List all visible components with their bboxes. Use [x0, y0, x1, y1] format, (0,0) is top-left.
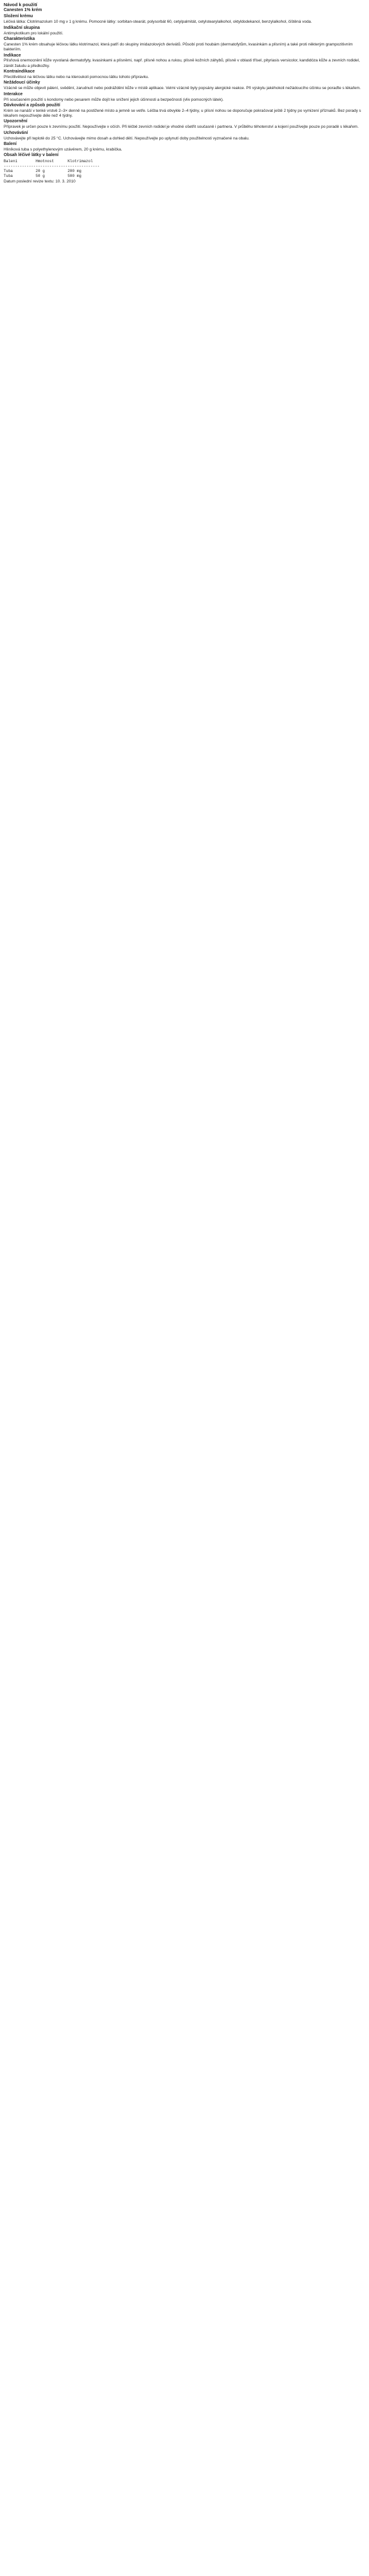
- drug-name: Canesten 1% krém: [4, 8, 42, 13]
- section-text: Hliníková tuba s polyethylenovým uzávěrem, 20 g krému, krabička.: [4, 147, 122, 152]
- section-text: Antimykotikum pro lokální použití.: [4, 31, 63, 36]
- section-heading: Uchovávání: [4, 130, 28, 135]
- section-heading: Upozornění: [4, 119, 28, 124]
- document-page: [0, 0, 369, 186]
- section-text: Léčivá látka: Clotrimazolum 10 mg v 1 g krému. Pomocné látky: sorbitan-stearát, polysorbát 60, cetylpalmitát, cetylstearylalkohol, oktyldodekanol, benzylalkohol, čištěná voda.: [4, 20, 312, 25]
- section-heading: Indikační skupina: [4, 25, 40, 30]
- section-text: Vzácně se může objevit pálení, svědění, zarudnutí nebo podráždění kůže v místě aplikace. Velmi vzácně byly popsány alergické reakce. Při výskytu jakéhokoli nežádoucího účinku se poraďte s lékařem.: [4, 86, 361, 91]
- sections-container: [4, 14, 365, 152]
- table-title: Obsah léčivé látky v balení: [4, 153, 59, 158]
- section-text: Uchovávejte při teplotě do 25 °C. Uchovávejte mimo dosah a dohled dětí. Nepoužívejte po uplynutí doby použitelnosti vyznačené na obalu.: [4, 136, 250, 141]
- section-heading: Balení: [4, 142, 17, 147]
- footer-note: Datum poslední revize textu: 10. 3. 2010: [4, 179, 76, 184]
- section-heading: Dávkování a způsob použití: [4, 103, 60, 108]
- section-text: Plísňová onemocnění kůže vyvolaná dermatofyty, kvasinkami a plísněmi, např. plísně nohou a rukou, plísně kožních záhybů, plísně v oblasti třísel, pityriasis versicolor, kandidóza kůže a zevních rodidel, zánět žaludu a předkožky.: [4, 58, 360, 68]
- section-heading: Indikace: [4, 53, 22, 58]
- section-heading: Interakce: [4, 92, 23, 96]
- section-text: Krém se nanáší v tenké vrstvě 2–3× denně na postižené místo a jemně se vetře. Léčba trvá obvykle 2–4 týdny, u plísní nohou se doporučuje pokračovat ještě 2 týdny po vymizení příznaků. Bez porady s lékařem nepoužívejte déle než 4 týdny.: [4, 108, 362, 119]
- section-text: Canesten 1% krém obsahuje léčivou látku klotrimazol, která patří do skupiny imidazolových derivátů. Působí proti houbám (dermatofytům, kvasinkám a plísním) a také proti některým grampozitivním bakteriím.: [4, 42, 353, 52]
- section-text: Přípravek je určen pouze k zevnímu použití. Nepoužívejte v očích. Při léčbě zevních rodidel je vhodné ošetřit současně i partnera. V průběhu těhotenství a kojení používejte pouze po poradě s lékařem.: [4, 125, 359, 130]
- section-text: Při současném použití s kondomy nebo pesarem může dojít ke snížení jejich účinnosti a bezpečnosti (vliv pomocných látek).: [4, 97, 224, 102]
- section-heading: Kontraindikace: [4, 69, 35, 74]
- document-title: Návod k použití: [4, 2, 38, 7]
- section-heading: Složení krému: [4, 14, 33, 19]
- content-table: Balení Hmotnost Klotrimazol ------------------------------------------ Tuba 20 g 200 mg Tuba 50 g 500 mg: [4, 159, 100, 179]
- section-heading: Nežádoucí účinky: [4, 80, 41, 85]
- section-text: Přecitlivělost na léčivou látku nebo na kteroukoli pomocnou látku tohoto přípravku.: [4, 75, 149, 80]
- section-heading: Charakteristika: [4, 36, 35, 41]
